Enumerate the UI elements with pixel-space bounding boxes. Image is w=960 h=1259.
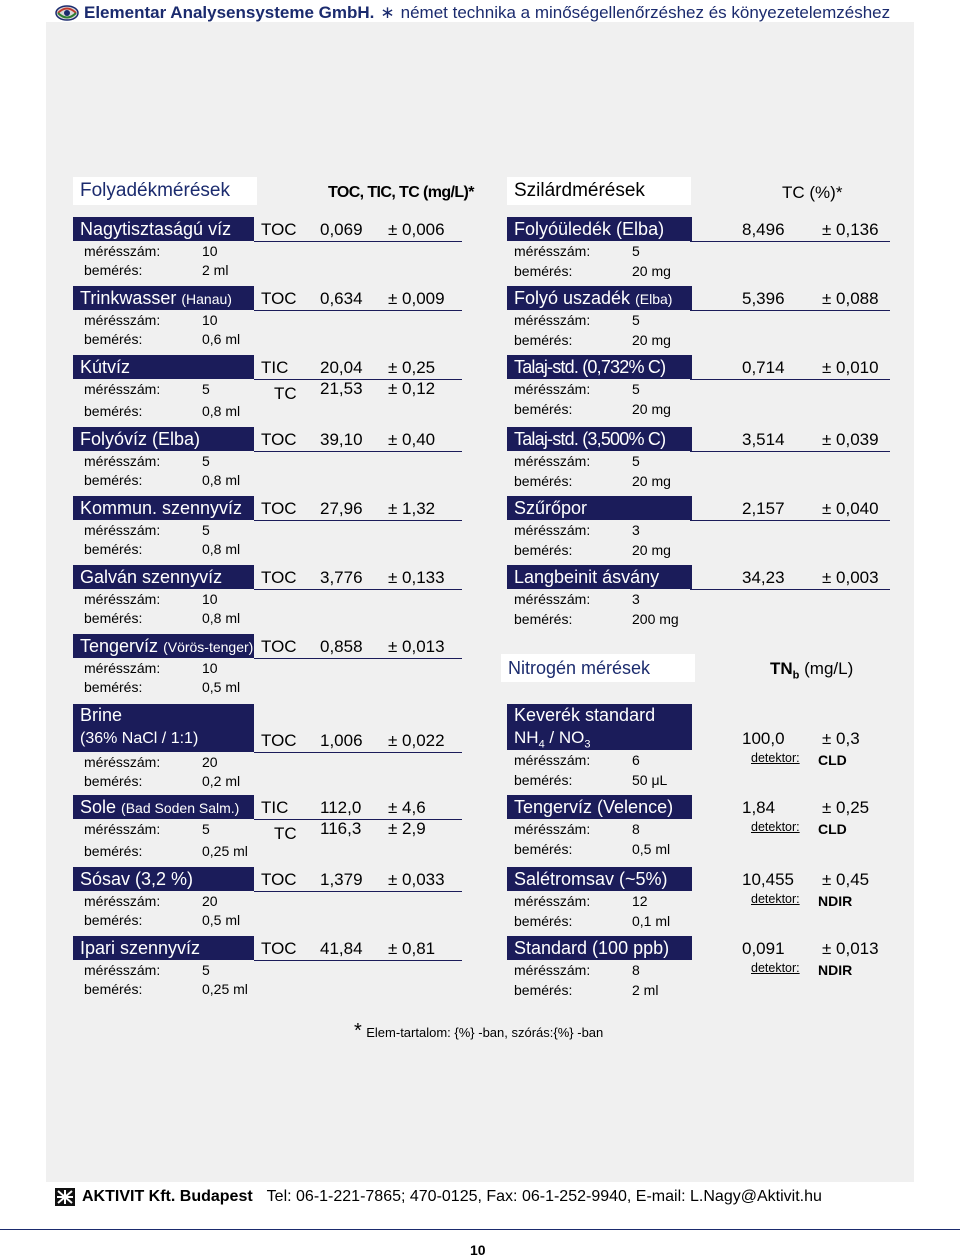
tc-value: 2,157 [742,499,785,518]
elementar-logo-icon [54,3,80,23]
sample-name: Galván szennyvíz [80,567,223,587]
count-value: 10 [202,660,218,676]
sample-name-detail: (Vörös-tenger) [163,639,254,655]
header-separator: ∗ [380,3,395,22]
count-value: 5 [202,522,210,538]
parameter-label-2: TC [274,824,297,843]
tc-value: 3,514 [742,430,785,449]
count-value: 5 [632,381,640,397]
sample-amount: 2 ml [202,262,229,278]
solid-name-bar [507,217,692,241]
nitro-name: Tengervíz (Velence) [514,797,674,817]
count-value: 5 [202,381,210,397]
deviation-value-2: ± 2,9 [388,819,426,838]
detector-label: detektor: [751,751,800,765]
measured-value: 0,858 [320,637,363,656]
deviation-value: ± 0,006 [388,220,445,239]
tn-deviation: ± 0,013 [822,939,879,958]
tc-value: 0,714 [742,358,785,377]
count-value: 5 [632,312,640,328]
parameter-label: TOC [261,731,297,750]
parameter-label: TOC [261,870,297,889]
formula-ammonium-sub: 4 [538,738,545,751]
deviation-value: ± 1,32 [388,499,436,518]
page-footer [54,1185,822,1209]
sample-label: bemérés: [84,541,143,557]
sample-label: bemérés: [84,912,143,928]
deviation-value: ± 0,009 [388,289,445,308]
deviation-value: ± 0,013 [388,637,445,656]
detector-label: detektor: [751,820,800,834]
footer-divider [0,1229,960,1230]
sample-amount: 0,8 ml [202,472,241,488]
sample-label: bemérés: [514,772,573,788]
count-label: mérésszám: [84,893,161,909]
count-value: 5 [632,243,640,259]
measured-value: 27,96 [320,499,363,518]
count-label: mérésszám: [84,962,161,978]
sample-label: bemérés: [514,401,573,417]
deviation-value: ± 0,133 [388,568,445,587]
detector-value: NDIR [818,893,853,909]
count-label: mérésszám: [84,591,161,607]
sample-label: bemérés: [84,773,143,789]
sample-amount: 2 ml [632,982,659,998]
count-value: 20 [202,893,218,909]
solid-unit-label: TC (%)* [782,183,843,202]
solid-name-bar [507,427,692,451]
sample-name-line2: (36% NaCl / 1:1) [80,730,199,747]
solid-name: Szűrőpor [514,498,588,518]
detector-value: CLD [818,821,847,837]
header-tagline: német technika a minőségellenőrzéshez és könyezetelemzéshez [400,3,891,22]
nitrogen-section-title: Nitrogén mérések [501,654,695,682]
count-value: 20 [202,754,218,770]
measured-value-2: 21,53 [320,379,363,398]
solid-name-bar [507,286,692,310]
count-label: mérésszám: [514,381,591,397]
count-value: 10 [202,312,218,328]
count-value: 10 [202,591,218,607]
footer-contact: Tel: 06-1-221-7865; 470-0125, Fax: 06-1-252-9940, E-mail: L.Nagy@Aktivit.hu [266,1188,822,1205]
sample-label: bemérés: [514,982,573,998]
sample-name-bar [73,286,254,310]
tc-deviation: ± 0,039 [822,430,879,449]
count-label: mérésszám: [84,754,161,770]
measured-value: 0,069 [320,220,363,239]
sample-amount: 20 mg [632,473,671,489]
measured-value: 1,379 [320,870,363,889]
aktivit-logo-icon [54,1187,76,1207]
measured-value: 1,006 [320,731,363,750]
solid-name: Langbeinit ásvány [514,567,660,587]
nitro-name-bar [507,936,692,960]
count-label: mérésszám: [84,381,161,397]
count-value: 5 [202,962,210,978]
detector-value: CLD [818,752,847,768]
sample-label: bemérés: [84,472,143,488]
count-label: mérésszám: [514,962,591,978]
sample-amount: 0,5 ml [202,912,241,928]
solid-name: Talaj-std. (3,500% C) [514,429,666,449]
sample-label: bemérés: [84,679,143,695]
liquid-unit-label: TOC, TIC, TC (mg/L)* [328,184,474,201]
solid-section-title: Szilárdmérések [507,177,691,205]
deviation-value: ± 0,033 [388,870,445,889]
nitro-name-bar [507,867,692,891]
sample-name: Folyóvíz (Elba) [80,429,201,449]
sample-amount: 0,8 ml [202,541,241,557]
measured-value: 20,04 [320,358,363,377]
formula-ammonium: NH [514,728,539,747]
sample-amount: 20 mg [632,263,671,279]
solid-name-bar [507,565,692,589]
nitro-name: Standard (100 ppb) [514,938,670,958]
nitro-name: Salétromsav (~5%) [514,869,668,889]
nitro-name-bar [507,704,692,750]
footnote-text: Elem-tartalom: {%} -ban, szórás:{%} -ban [366,1025,604,1040]
parameter-label: TOC [261,939,297,958]
sample-label: bemérés: [84,262,143,278]
count-label: mérésszám: [514,243,591,259]
sample-amount: 0,5 ml [632,841,671,857]
measured-value: 112,0 [320,798,362,817]
tc-deviation: ± 0,010 [822,358,879,377]
solid-name-bar [507,496,692,520]
sample-name: Sósav (3,2 %) [80,869,194,889]
tn-value: 10,455 [742,870,794,889]
parameter-label: TIC [261,798,289,817]
parameter-label: TOC [261,289,297,308]
sample-name: Tengervíz [80,636,159,656]
sample-name: Sole [80,797,117,817]
sample-name-bar [73,867,254,891]
sample-label: bemérés: [84,843,143,859]
sample-name-bar [73,355,254,379]
count-value: 3 [632,522,640,538]
tc-value: 34,23 [742,568,785,587]
tn-deviation: ± 0,45 [822,870,870,889]
nitro-name-line2 [514,728,591,751]
count-label: mérésszám: [84,522,161,538]
count-label: mérésszám: [84,660,161,676]
sample-name-bar [73,217,254,241]
sample-name-bar [73,634,254,658]
tc-value: 5,396 [742,289,785,308]
tn-deviation: ± 0,3 [822,729,860,748]
solid-name: Folyó uszadék [514,288,631,308]
count-label: mérésszám: [84,243,161,259]
count-label: mérésszám: [84,312,161,328]
sample-label: bemérés: [514,473,573,489]
parameter-label: TOC [261,568,297,587]
header-company: Elementar Analysensysteme GmbH. [84,3,375,22]
sample-amount: 0,8 ml [202,610,241,626]
count-value: 5 [202,453,210,469]
sample-label: bemérés: [514,913,573,929]
detector-value: NDIR [818,962,853,978]
sample-label: bemérés: [514,263,573,279]
sample-name: Kútvíz [80,357,131,377]
sample-amount: 0,1 ml [632,913,671,929]
count-value: 3 [632,591,640,607]
sample-amount: 20 mg [632,542,671,558]
sample-amount: 200 mg [632,611,679,627]
nitro-name-bar [507,795,692,819]
sample-name-bar [73,496,254,520]
parameter-label: TIC [261,358,289,377]
sample-name-bar [73,565,254,589]
count-value: 5 [632,453,640,469]
measured-value-2: 116,3 [320,819,362,838]
count-value: 10 [202,243,218,259]
sample-label: bemérés: [514,611,573,627]
sample-amount: 0,25 ml [202,981,248,997]
count-label: mérésszám: [514,893,591,909]
measured-value: 0,634 [320,289,363,308]
sample-label: bemérés: [514,332,573,348]
count-label: mérésszám: [514,821,591,837]
formula-nitrate-sub: 3 [584,738,591,751]
deviation-value-2: ± 0,12 [388,379,436,398]
sample-name: Trinkwasser [80,288,177,308]
count-value: 12 [632,893,648,909]
tn-value: 1,84 [742,798,776,817]
tc-deviation: ± 0,088 [822,289,879,308]
sample-name: Ipari szennyvíz [80,938,201,958]
sample-name-bar [73,704,254,752]
tc-value: 8,496 [742,220,785,239]
detector-label: detektor: [751,961,800,975]
parameter-label: TOC [261,637,297,656]
page-number: 10 [470,1242,486,1258]
sample-amount: 0,5 ml [202,679,241,695]
sample-label: bemérés: [514,542,573,558]
sample-amount: 50 μL [632,772,668,788]
sample-label: bemérés: [514,841,573,857]
sample-name-detail: (Bad Soden Salm.) [121,800,240,816]
sample-amount: 0,6 ml [202,331,241,347]
count-label: mérésszám: [514,591,591,607]
sample-name: Kommun. szennyvíz [80,498,243,518]
count-label: mérésszám: [514,312,591,328]
sample-name-bar [73,795,254,819]
sample-amount: 0,8 ml [202,403,241,419]
detector-label: detektor: [751,892,800,906]
count-value: 8 [632,821,640,837]
deviation-value: ± 4,6 [388,798,426,817]
solid-name-detail: (Elba) [635,291,673,307]
tc-deviation: ± 0,136 [822,220,879,239]
tc-deviation: ± 0,003 [822,568,879,587]
formula-nitrate: / NO [544,728,585,747]
count-value: 5 [202,821,210,837]
deviation-value: ± 0,25 [388,358,436,377]
sample-label: bemérés: [84,403,143,419]
nitro-name: Keverék standard [514,705,656,725]
sample-name-detail: (Hanau) [181,291,232,307]
count-value: 8 [632,962,640,978]
count-label: mérésszám: [84,453,161,469]
parameter-label: TOC [261,499,297,518]
measured-value: 39,10 [320,430,363,449]
sample-name-bar [73,427,254,451]
deviation-value: ± 0,81 [388,939,436,958]
nitrogen-unit-label: $TN_b$ (mg/L) [770,659,854,682]
liquid-section-title: Folyadékmérések [73,177,257,205]
count-value: 6 [632,752,640,768]
count-label: mérésszám: [514,453,591,469]
deviation-value: ± 0,40 [388,430,436,449]
count-label: mérésszám: [514,752,591,768]
footnote-star: * [354,1020,362,1042]
footer-company: AKTIVIT Kft. Budapest [82,1188,253,1205]
footnote [354,1020,603,1043]
count-label: mérésszám: [514,522,591,538]
solid-name: Talaj-std. (0,732% C) [514,357,666,377]
sample-label: bemérés: [84,331,143,347]
sample-label: bemérés: [84,981,143,997]
tc-deviation: ± 0,040 [822,499,879,518]
sample-label: bemérés: [84,610,143,626]
solid-name: Folyóüledék (Elba) [514,219,665,239]
solid-name-bar [507,355,692,379]
sample-name: Brine [80,705,123,725]
measured-value: 41,84 [320,939,363,958]
parameter-label: TOC [261,220,297,239]
sample-name: Nagytisztaságú víz [80,219,232,239]
deviation-value: ± 0,022 [388,731,445,750]
tn-value: 100,0 [742,729,785,748]
tn-deviation: ± 0,25 [822,798,870,817]
parameter-label-2: TC [274,384,297,403]
count-label: mérésszám: [84,821,161,837]
sample-name-bar [73,936,254,960]
sample-amount: 20 mg [632,401,671,417]
sample-amount: 20 mg [632,332,671,348]
measured-value: 3,776 [320,568,363,587]
sample-amount: 0,25 ml [202,843,248,859]
sample-amount: 0,2 ml [202,773,241,789]
tn-value: 0,091 [742,939,785,958]
parameter-label: TOC [261,430,297,449]
